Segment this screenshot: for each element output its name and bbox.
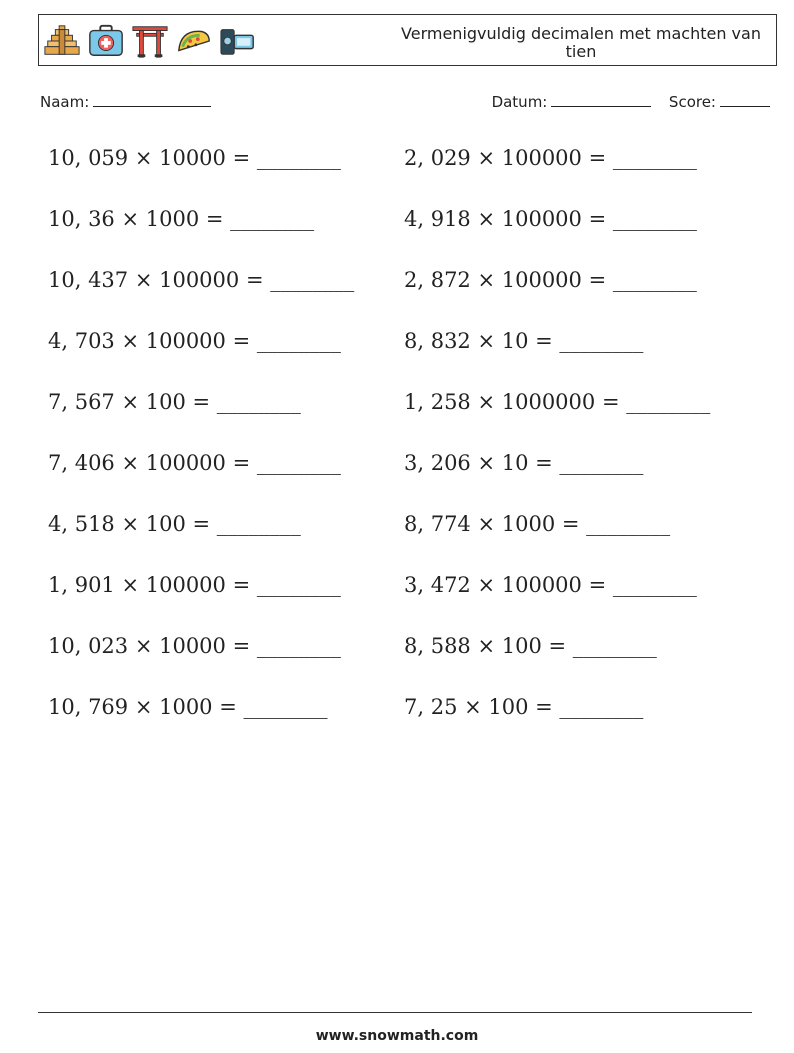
- problem-row: [48, 512, 768, 573]
- footer-divider: [38, 1012, 752, 1013]
- problem-row: [48, 634, 768, 695]
- problem-row: [48, 695, 768, 756]
- problem-row: [48, 268, 768, 329]
- video-camera-icon: [219, 22, 257, 60]
- problem-item: 10, 769 × 1000 = ________: [48, 695, 328, 719]
- footer-site[interactable]: www.snowmath.com: [315, 1028, 479, 1044]
- problem-row: [48, 207, 768, 268]
- name-label: Naam:: [40, 93, 90, 111]
- problem-row: [48, 146, 768, 207]
- torii-gate-icon: [131, 22, 169, 60]
- problem-grid: [48, 146, 768, 756]
- problem-item: 10, 36 × 1000 = ________: [48, 207, 315, 231]
- problem-item: 7, 567 × 100 = ________: [48, 390, 301, 414]
- problem-item: 1, 258 × 1000000 = ________: [404, 390, 711, 414]
- problem-item: 4, 703 × 100000 = ________: [48, 329, 341, 353]
- date-label: Datum:: [491, 93, 548, 111]
- date-score-fields: [492, 93, 770, 111]
- problem-item: 7, 406 × 100000 = ________: [48, 451, 341, 475]
- problem-item: 4, 918 × 100000 = ________: [404, 207, 697, 231]
- name-line[interactable]: [93, 105, 211, 107]
- problem-item: 1, 901 × 100000 = ________: [48, 573, 341, 597]
- problem-item: 8, 774 × 1000 = ________: [404, 512, 671, 536]
- pyramid-icon: [43, 22, 81, 60]
- score-label: Score:: [668, 93, 716, 111]
- problem-row: [48, 451, 768, 512]
- problem-row: [48, 573, 768, 634]
- date-line[interactable]: [551, 105, 651, 107]
- problem-item: 8, 832 × 10 = ________: [404, 329, 644, 353]
- problem-row: [48, 329, 768, 390]
- first-aid-kit-icon: [87, 22, 125, 60]
- worksheet-title: Vermenigvuldig decimalen met machten van tien: [401, 24, 761, 61]
- problem-row: [48, 390, 768, 451]
- problem-item: 10, 437 × 100000 = ________: [48, 268, 355, 292]
- problem-item: 7, 25 × 100 = ________: [404, 695, 644, 719]
- problem-item: 8, 588 × 100 = ________: [404, 634, 657, 658]
- name-field: [40, 93, 211, 111]
- problem-item: 2, 872 × 100000 = ________: [404, 268, 697, 292]
- problem-item: 4, 518 × 100 = ________: [48, 512, 301, 536]
- score-line[interactable]: [720, 105, 770, 107]
- problem-item: 10, 023 × 10000 = ________: [48, 634, 341, 658]
- taco-icon: [175, 22, 213, 60]
- problem-item: 3, 206 × 10 = ________: [404, 451, 644, 475]
- problem-item: 3, 472 × 100000 = ________: [404, 573, 697, 597]
- problem-item: 2, 029 × 100000 = ________: [404, 146, 697, 170]
- header-box: [38, 14, 777, 66]
- problem-item: 10, 059 × 10000 = ________: [48, 146, 341, 170]
- header-icons: [43, 21, 257, 61]
